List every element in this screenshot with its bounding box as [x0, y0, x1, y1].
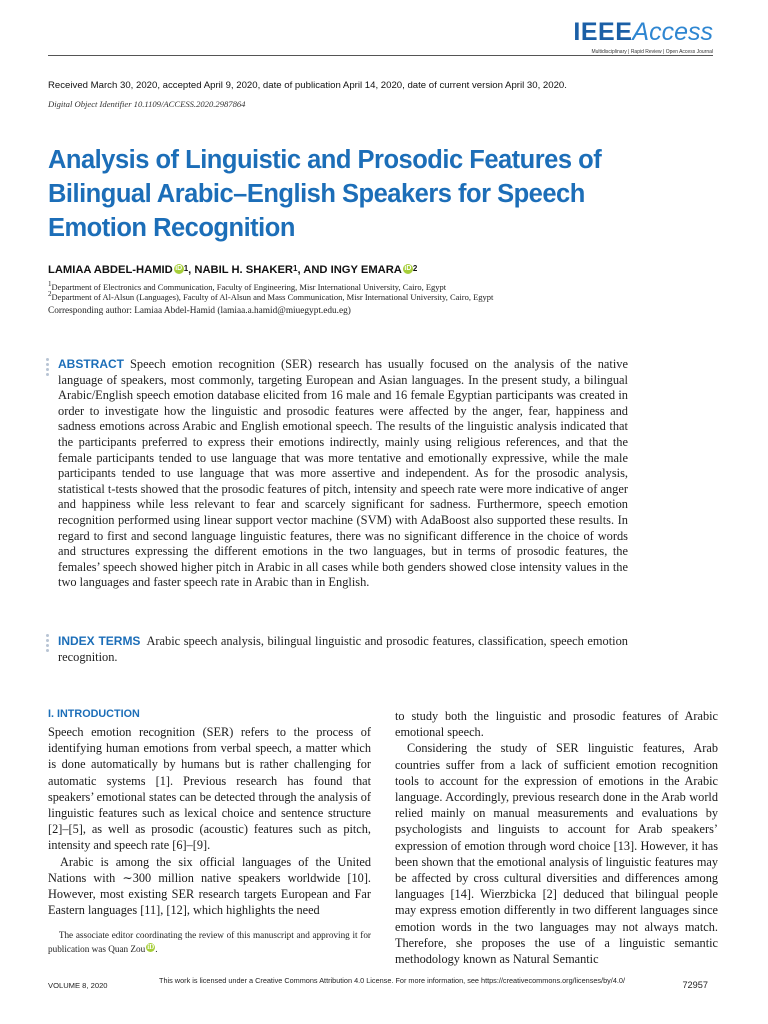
author-1-affil: 1	[183, 264, 189, 273]
paragraph: Arabic is among the six official languages of the United Nations with ∼300 million native speakers worldwide [10]. However, most existing SER research targets European and Far Eastern languages [11], [12], which highlights the need	[48, 854, 371, 918]
body-column-left	[48, 724, 371, 918]
journal-logo	[573, 18, 713, 55]
orcid-icon[interactable]: iD	[404, 265, 412, 272]
author-list	[48, 264, 417, 276]
logo-access: Access	[632, 18, 713, 46]
author-2-affil: 1	[293, 264, 298, 273]
author-3: , AND INGY EMARA	[297, 264, 402, 276]
author-1: LAMIAA ABDEL-HAMID	[48, 264, 173, 276]
section-heading: I. INTRODUCTION	[48, 708, 140, 720]
header-divider	[48, 55, 713, 56]
editor-footnote	[48, 929, 371, 956]
abstract-label: ABSTRACT	[58, 357, 124, 371]
logo-tagline: Multidisciplinary | Rapid Review | Open Access Journal	[591, 49, 713, 55]
footnote-text: The associate editor coordinating the review of this manuscript and approving it for publication was Quan Zou	[48, 930, 371, 954]
received-dates: Received March 30, 2020, accepted April 9, 2020, date of publication April 14, 2020, date of current version April 30, 2020.	[48, 80, 567, 91]
index-terms-text: Arabic speech analysis, bilingual linguistic and prosodic features, classification, speech emotion recognition.	[58, 634, 629, 664]
author-2: , NABIL H. SHAKER	[188, 264, 293, 276]
affiliation-num: 2	[48, 290, 52, 298]
affiliation-num: 1	[48, 280, 52, 288]
paragraph: Speech emotion recognition (SER) refers to the process of identifying human emotions from verbal speech, a matter which is done automatically by humans but is rather challenging for automatic systems [1]. Previous research has found that speakers’ emotional states can be detected through the analysis of linguistic features such as lexical choice and sentence structure [2]–[5], as well as prosodic (acoustic) features such as pitch, intensity and speech rate [6]–[9].	[48, 725, 371, 853]
body-column-right	[395, 708, 718, 967]
affiliation-2	[48, 290, 493, 302]
footnote-end: .	[155, 943, 158, 954]
abstract-marker-icon	[46, 358, 52, 378]
logo-ieee: IEEE	[573, 18, 633, 46]
affiliation-text: Department of Al-Alsun (Languages), Faculty of Al-Alsun and Mass Communication, Misr International University, Cairo, Egypt	[51, 291, 494, 302]
page-number: 72957	[682, 980, 708, 990]
orcid-icon[interactable]: iD	[175, 265, 183, 272]
license-notice: This work is licensed under a Creative Commons Attribution 4.0 License. For more information, see https://creativecommons.org/licenses/by/4.0/	[159, 976, 625, 985]
orcid-icon[interactable]: iD	[147, 942, 155, 951]
corresponding-author: Corresponding author: Lamiaa Abdel-Hamid (lamiaa.a.hamid@miuegypt.edu.eg)	[48, 306, 351, 316]
affiliation-text: Department of Electronics and Communication, Faculty of Engineering, Misr International University, Cairo, Egypt	[51, 281, 447, 292]
abstract	[58, 357, 628, 591]
index-terms-marker-icon	[46, 634, 52, 654]
paragraph: to study both the linguistic and prosodic features of Arabic emotional speech.	[395, 709, 718, 740]
abstract-text: Speech emotion recognition (SER) research has usually focused on the analysis of the native language of speakers, most commonly, targeting European and Asian languages. In the present study, a bilingual Arabic/English speech emotion database elicited from 16 male and 16 female Egyptian participants was created in order to investigate how the linguistic and prosodic features were affected by the anger, fear, happiness and sadness emotions across Arabic and English emotional speech. The results of the linguistic analysis indicated that the participants preferred to express their emotions indirectly, mainly using religious references, and that the female participants tended to use language that was more tentative and emotionally expressive, while the male participants tended to use language that was more assertive and independent. As for the prosodic analysis, statistical t-tests showed that the prosodic features of pitch, intensity and speech rate were more indicative of anger and happiness while less relevant to fear and scarcely significant for sadness. Furthermore, speech emotion recognition performed using linear support vector machine (SVM) with AdaBoost also supported these results. In regard to first and second language linguistic features, there was no significant difference in the choice of words and structures expressing the different emotions in the two languages, but in terms of prosodic features, the females’ speech showed higher pitch in Arabic in all cases while both genders showed close intensity values in the two languages and faster speech rate in Arabic than in English.	[58, 357, 628, 590]
author-3-affil: 2	[412, 264, 418, 273]
paper-title: Analysis of Linguistic and Prosodic Features of Bilingual Arabic–English Speakers for Speech Emotion Recognition	[48, 146, 602, 242]
index-terms-label: INDEX TERMS	[58, 634, 141, 648]
volume-label: VOLUME 8, 2020	[48, 981, 108, 990]
index-terms	[58, 633, 628, 665]
doi-line: Digital Object Identifier 10.1109/ACCESS.2020.2987864	[48, 99, 246, 109]
paragraph: Considering the study of SER linguistic features, Arab countries suffer from a lack of sufficient emotion recognition tools to account for the expression of emotions in the Arabic language. Accordingly, previous research done in the Arab world relied mainly on manual measurements and evaluations by psychologists and linguists to account for Arab speakers’ expression of emotion through word choice [13]. However, it has been shown that the emotional analysis of linguistic features may be affected by cross cultural diversities and differences among languages [14]. Wierzbicka [2] deduced that bilingual people may express emotion differently in two different languages since emotion words in the two languages may not always match. Therefore, she proposes the use of a linguistic semantic methodology known as Natural Semantic	[395, 741, 718, 967]
